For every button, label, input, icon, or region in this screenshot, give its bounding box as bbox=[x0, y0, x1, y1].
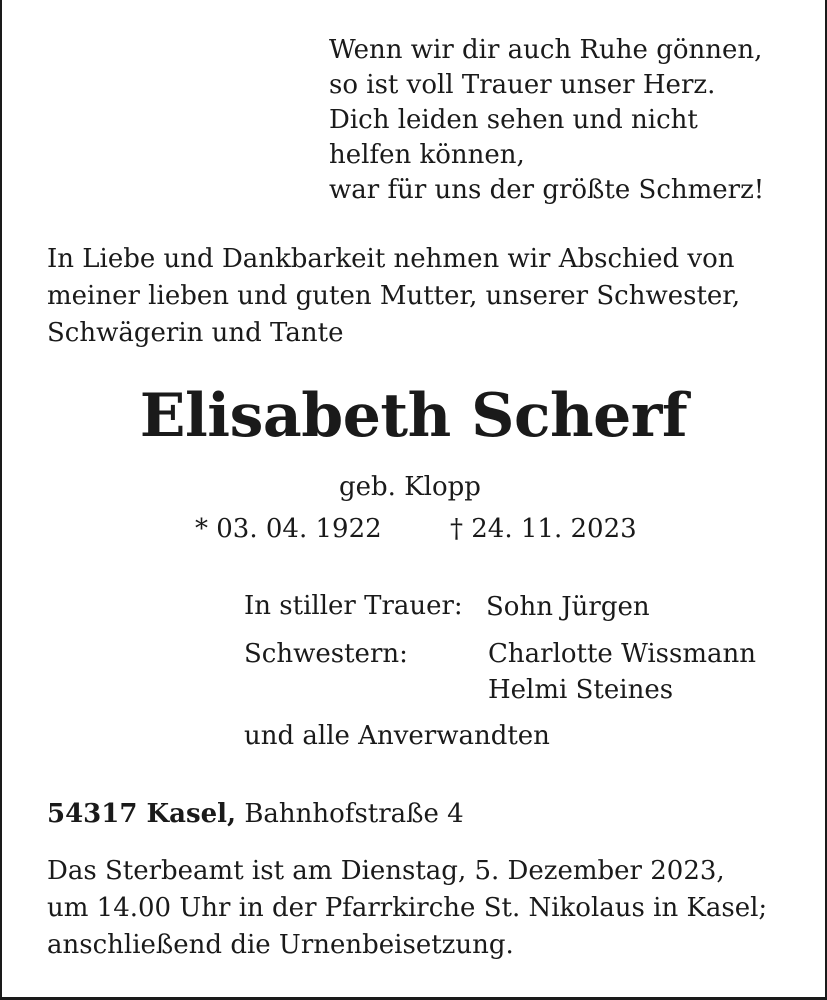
address-city: 54317 Kasel, bbox=[47, 799, 237, 829]
poem-line: war für uns der größte Schmerz! bbox=[329, 175, 765, 205]
intro-line: In Liebe und Dankbarkeit nehmen wir Abschied von bbox=[47, 244, 735, 274]
mourners-label: In stiller Trauer: bbox=[244, 591, 463, 621]
sisters-label: Schwestern: bbox=[244, 639, 408, 669]
poem-line: Dich leiden sehen und nicht bbox=[329, 105, 698, 135]
service-line: um 14.00 Uhr in der Pfarrkirche St. Nikolaus in Kasel; bbox=[47, 893, 768, 923]
deceased-name: Elisabeth Scherf bbox=[139, 381, 688, 451]
birth-name: geb. Klopp bbox=[339, 472, 481, 502]
address bbox=[47, 801, 464, 827]
mourner-name: Helmi Steines bbox=[488, 675, 674, 705]
address-street: Bahnhofstraße 4 bbox=[244, 799, 464, 829]
mourner-name: Sohn Jürgen bbox=[486, 592, 650, 622]
intro-line: meiner lieben und guten Mutter, unserer Schwester, bbox=[47, 281, 741, 311]
poem-line: Wenn wir dir auch Ruhe gönnen, bbox=[329, 35, 763, 65]
poem-line: helfen können, bbox=[329, 140, 525, 170]
birth-date: * 03. 04. 1922 bbox=[195, 514, 382, 544]
service-line: Das Sterbeamt ist am Dienstag, 5. Dezember 2023, bbox=[47, 856, 725, 886]
intro-text bbox=[47, 241, 740, 352]
mourner-name: Charlotte Wissmann bbox=[488, 639, 756, 669]
death-date: † 24. 11. 2023 bbox=[450, 514, 637, 544]
service-line: anschließend die Urnenbeisetzung. bbox=[47, 930, 514, 960]
relatives-line: und alle Anverwandten bbox=[244, 721, 550, 751]
intro-line: Schwägerin und Tante bbox=[47, 318, 344, 348]
service-details bbox=[47, 853, 767, 964]
poem-line: so ist voll Trauer unser Herz. bbox=[329, 70, 716, 100]
poem bbox=[329, 33, 764, 208]
